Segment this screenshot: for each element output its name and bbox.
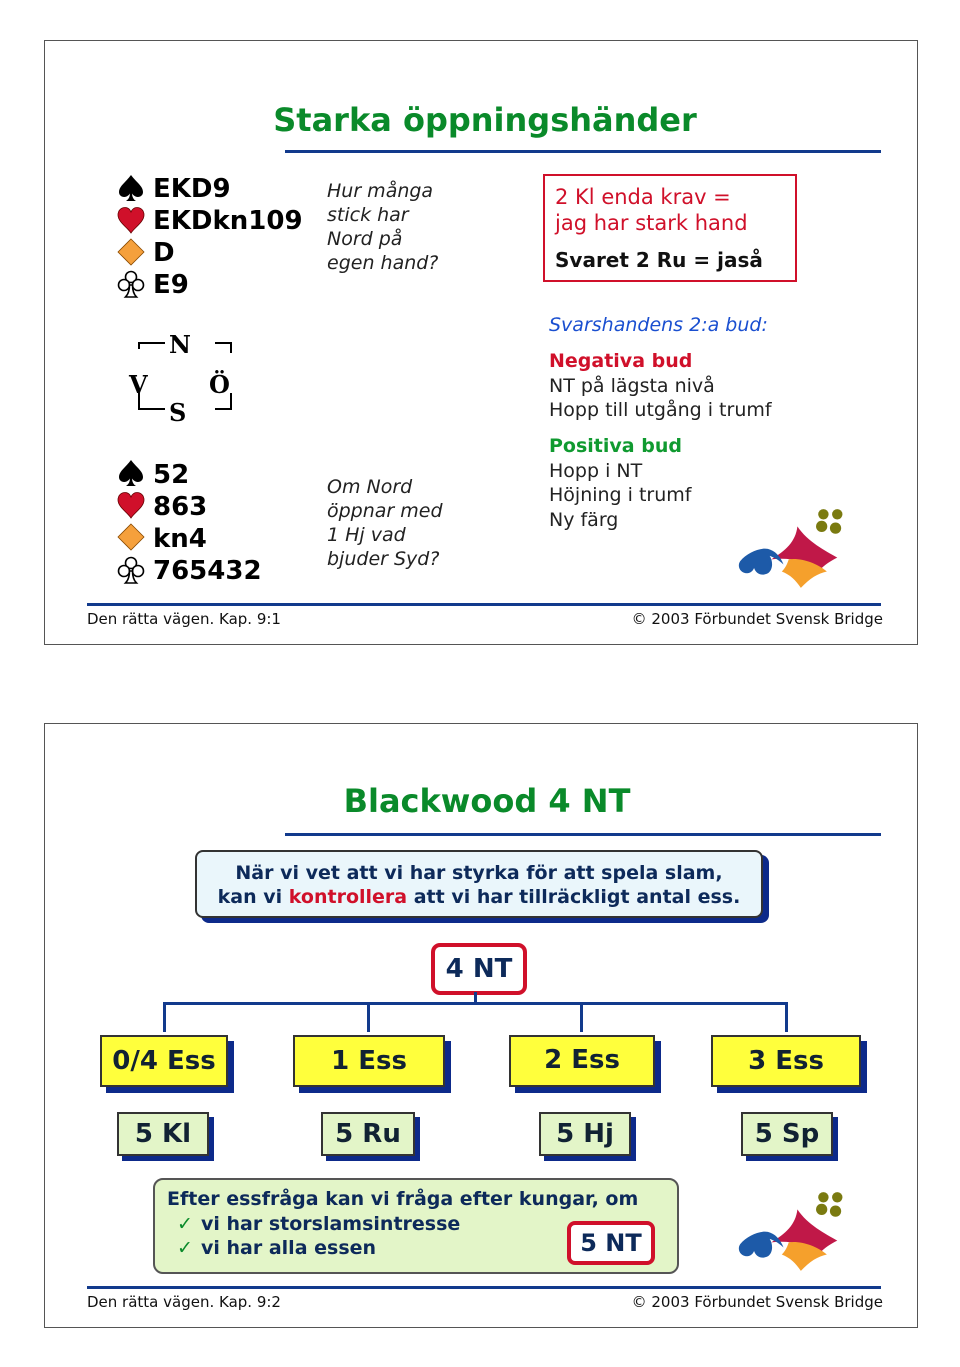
spade-icon: [117, 459, 145, 487]
question-line: egen hand?: [327, 252, 439, 274]
compass-east: Ö: [209, 370, 230, 399]
slide-title: Blackwood 4 NT: [343, 782, 631, 820]
tree-branch: [580, 1002, 583, 1032]
south-clubs: 765432: [153, 556, 262, 586]
question-line: Hur många: [327, 180, 434, 202]
diamond-icon: [117, 523, 145, 551]
heart-icon: [117, 491, 145, 519]
intro-line-2: [197, 885, 761, 909]
intro-line-1: När vi vet att vi har styrka för att spela slam,: [235, 862, 723, 884]
footer-rule: [87, 1286, 881, 1289]
check-text: vi har alla essen: [201, 1237, 377, 1259]
reply-5kl-box: 5 Kl: [117, 1112, 209, 1156]
tree-branch: [367, 1002, 370, 1032]
south-hearts: 863: [153, 492, 208, 522]
negative-section: [549, 349, 772, 423]
south-hand: [153, 459, 262, 587]
bid-5nt-box: 5 NT: [567, 1221, 655, 1265]
kings-line: Efter essfråga kan vi fråga efter kungar, om: [167, 1188, 639, 1210]
reply-5ru-box: 5 Ru: [321, 1112, 415, 1156]
north-diamonds: D: [153, 238, 175, 268]
question-tricks: [327, 179, 438, 275]
north-clubs: E9: [153, 270, 189, 300]
aces-1-box: 1 Ess: [293, 1035, 445, 1087]
question-response: [327, 475, 443, 571]
negative-heading: Negativa bud: [549, 350, 693, 372]
positive-item: Höjning i trumf: [549, 484, 692, 506]
question-line: stick har: [327, 204, 409, 226]
footer-left: Den rätta vägen. Kap. 9:2: [87, 1293, 281, 1311]
tree-branch: [163, 1002, 166, 1032]
question-line: Nord på: [327, 228, 403, 250]
north-hand: [153, 173, 303, 301]
compass-south: S: [169, 398, 187, 427]
check-icon: ✓: [177, 1213, 193, 1235]
bid-4nt-box: 4 NT: [431, 943, 527, 995]
south-diamonds: kn4: [153, 524, 207, 554]
reply-5sp-box: 5 Sp: [741, 1112, 833, 1156]
responder-heading: Svarshandens 2:a bud:: [549, 314, 768, 336]
strong-hand-box: [543, 174, 797, 282]
question-line: öppnar med: [327, 500, 443, 522]
footer-left: Den rätta vägen. Kap. 9:1: [87, 610, 281, 628]
kings-box: [153, 1178, 679, 1274]
positive-section: [549, 434, 691, 532]
footer-rule: [87, 603, 881, 606]
negative-item: Hopp till utgång i trumf: [549, 399, 772, 421]
aces-0-4-box: 0/4 Ess: [100, 1035, 228, 1087]
question-line: bjuder Syd?: [327, 548, 440, 570]
footer-right: © 2003 Förbundet Svensk Bridge: [631, 610, 883, 628]
box-line-1: 2 Kl enda krav =: [555, 185, 731, 209]
title-rule: [285, 833, 881, 836]
box-line-3: Svaret 2 Ru = jaså: [555, 248, 763, 272]
intro-text: att vi har tillräckligt antal ess.: [407, 886, 741, 908]
question-line: 1 Hj vad: [327, 524, 406, 546]
south-spades: 52: [153, 460, 190, 490]
question-line: Om Nord: [327, 476, 413, 498]
north-spades: EKD9: [153, 174, 231, 204]
aces-3-box: 3 Ess: [711, 1035, 861, 1087]
footer-right: © 2003 Förbundet Svensk Bridge: [631, 1293, 883, 1311]
reply-5hj-box: 5 Hj: [539, 1112, 631, 1156]
compass-west: V: [129, 370, 148, 399]
slide-2: [44, 723, 918, 1328]
bridge-logo-icon: [735, 501, 865, 596]
compass-north: N: [169, 330, 191, 359]
check-icon: ✓: [177, 1237, 193, 1259]
box-line-2: jag har stark hand: [555, 211, 748, 235]
check-item-2: [177, 1237, 377, 1259]
north-hearts: EKDkn109: [153, 206, 303, 236]
slide-1: [44, 40, 918, 645]
positive-item: Ny färg: [549, 508, 619, 531]
intro-box: [195, 850, 763, 918]
intro-text: kan vi: [217, 886, 289, 908]
spade-icon: [117, 174, 145, 202]
heart-icon: [117, 206, 145, 234]
slide-title: Starka öppningshänder: [273, 101, 697, 139]
negative-item: NT på lägsta nivå: [549, 374, 715, 397]
check-text: vi har storslamsintresse: [201, 1213, 461, 1235]
bridge-logo-icon: [735, 1184, 865, 1279]
intro-highlight: kontrollera: [288, 886, 408, 908]
positive-heading: Positiva bud: [549, 435, 682, 457]
diamond-icon: [117, 238, 145, 266]
positive-item: Hopp i NT: [549, 459, 643, 482]
tree-bar: [163, 1002, 788, 1005]
club-icon: [117, 270, 145, 298]
aces-2-box: 2 Ess: [509, 1035, 655, 1087]
tree-branch: [785, 1002, 788, 1032]
club-icon: [117, 556, 145, 584]
check-item-1: [177, 1213, 461, 1235]
title-rule: [285, 150, 881, 153]
